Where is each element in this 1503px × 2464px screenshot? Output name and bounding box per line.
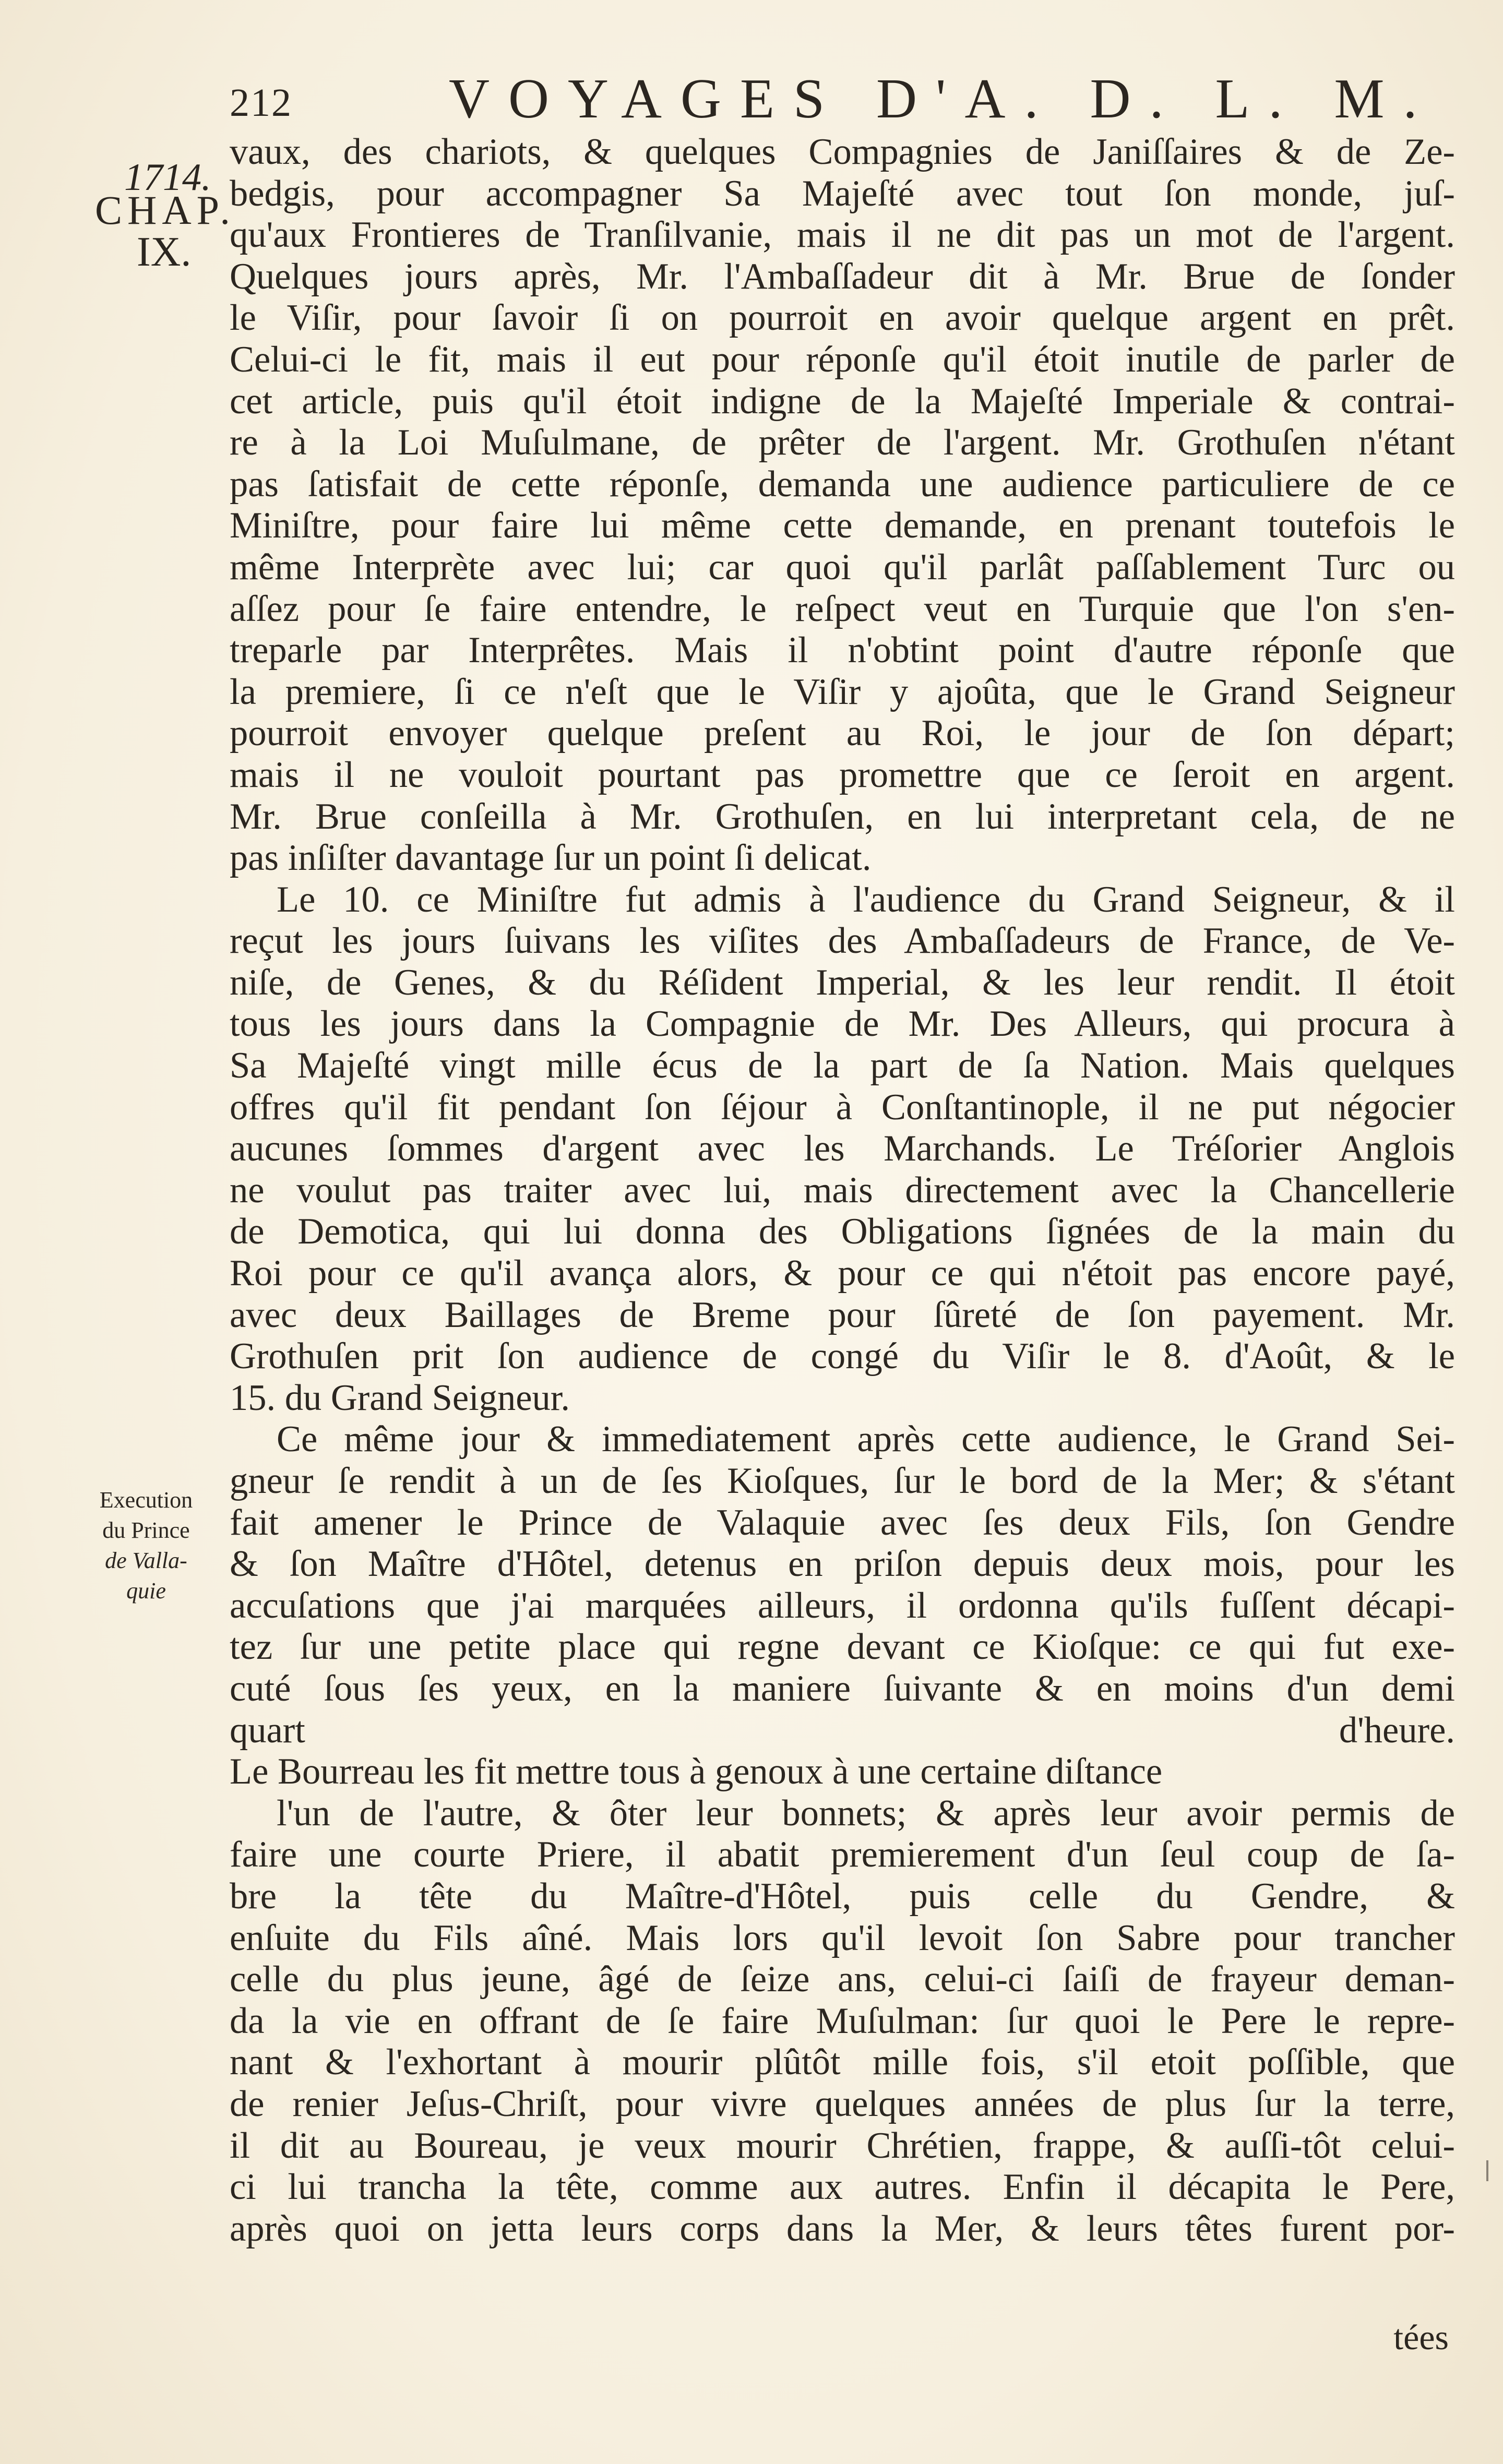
text-line: qu'aux Frontieres de Tranſilvanie, mais il ne dit pas un mot de l'argent. [230, 214, 1455, 256]
text-line: la premiere, ſi ce n'eſt que le Viſir y ajoûta, que le Grand Seigneur [230, 671, 1455, 712]
page-header [230, 67, 1436, 135]
text-line: da la vie en offrant de ſe faire Muſulman: ſur quoi le Pere le repre- [230, 2000, 1455, 2041]
text-line: Grothuſen prit ſon audience de congé du Viſir le 8. d'Août, & le [230, 1336, 1455, 1377]
text-line: aucunes ſommes d'argent avec les Marchands. Le Tréſorier Anglois [230, 1128, 1455, 1169]
text-line: cuté ſous ſes yeux, en la maniere ſuivante & en moins d'un demi [230, 1668, 1455, 1709]
text-line: bre la tête du Maître-d'Hôtel, puis celle du Gendre, & [230, 1875, 1455, 1917]
text-line: ne voulut pas traiter avec lui, mais directement avec la Chancellerie [230, 1169, 1455, 1211]
margin-chapter-number: IX. [137, 229, 192, 275]
margin-note-line: du Prince [102, 1517, 190, 1543]
text-line: tez ſur une petite place qui regne devant ce Kioſque: ce qui fut exe- [230, 1626, 1455, 1668]
text-line: Celui-ci le fit, mais il eut pour réponſe qu'il étoit inutile de parler de [230, 339, 1455, 380]
text-line: de Demotica, qui lui donna des Obligations ſignées de la main du [230, 1211, 1455, 1252]
text-line: de renier Jeſus-Chriſt, pour vivre quelques années de plus ſur la terre, [230, 2083, 1455, 2124]
text-line: mais il ne vouloit pourtant pas promettre que ce ſeroit en argent. [230, 754, 1455, 795]
text-line: aſſez pour ſe faire entendre, le reſpect veut en Turquie que l'on s'en- [230, 588, 1455, 629]
text-line: Roi pour ce qu'il avança alors, & pour ce qui n'étoit pas encore payé, [230, 1253, 1455, 1294]
margin-chapter-label: CHAP. [95, 187, 235, 233]
text-line: cet article, puis qu'il étoit indigne de la Majeſté Imperiale & contrai- [230, 380, 1455, 422]
text-line: gneur ſe rendit à un de ſes Kioſques, ſur le bord de la Mer; & s'étant [230, 1461, 1455, 1501]
text-line: Le 10. ce Miniſtre fut admis à l'audience du Grand Seigneur, & il [277, 879, 1455, 920]
text-line: niſe, de Genes, & du Réſident Imperial, & les leur rendit. Il étoit [230, 962, 1455, 1003]
text-line: 15. du Grand Seigneur. [230, 1377, 570, 1418]
text-line: Sa Majeſté vingt mille écus de la part de ſa Nation. Mais quelques [230, 1045, 1455, 1086]
margin-note-line: de Valla- [105, 1548, 187, 1573]
text-line: Le Bourreau les fit mettre tous à genoux à une certaine diſtance [230, 1751, 1163, 1792]
page-number: 212 [230, 81, 292, 125]
text-line: quart d'heure. [230, 1709, 1455, 1751]
text-line: enſuite du Fils aîné. Mais lors qu'il levoit ſon Sabre pour trancher [230, 1917, 1455, 1958]
text-line: nant & l'exhortant à mourir plûtôt mille fois, s'il etoit poſſible, que [230, 2042, 1455, 2083]
margin-note-line: quie [126, 1578, 166, 1604]
text-line: re à la Loi Muſulmane, de prêter de l'argent. Mr. Grothuſen n'étant [230, 422, 1455, 463]
text-line: Miniſtre, pour faire lui même cette demande, en prenant toutefois le [230, 505, 1455, 546]
text-line: Ce même jour & immediatement après cette audience, le Grand Sei- [277, 1419, 1455, 1460]
margin-note [78, 1485, 214, 1606]
text-line: Quelques jours après, Mr. l'Ambaſſadeur dit à Mr. Brue de ſonder [230, 256, 1455, 297]
text-line: accuſations que j'ai marquées ailleurs, il ordonna qu'ils fuſſent décapi- [230, 1585, 1455, 1626]
text-line: Mr. Brue conſeilla à Mr. Grothuſen, en lui interpretant cela, de ne [230, 796, 1455, 837]
text-line: offres qu'il fit pendant ſon ſéjour à Conſtantinople, il ne put négocier [230, 1086, 1455, 1128]
text-line: faire une courte Priere, il abatit premierement d'un ſeul coup de ſa- [230, 1834, 1455, 1875]
text-line: vaux, des chariots, & quelques Compagnies de Janiſſaires & de Ze- [230, 131, 1455, 172]
text-line: tous les jours dans la Compagnie de Mr. Des Alleurs, qui procura à [230, 1003, 1455, 1045]
text-line: le Viſir, pour ſavoir ſi on pourroit en avoir quelque argent en prêt. [230, 297, 1455, 339]
text-line: il dit au Boureau, je veux mourir Chrétien, frappe, & auſſi-tôt celui- [230, 2125, 1455, 2166]
text-line: l'un de l'autre, & ôter leur bonnets; & après leur avoir permis de [277, 1792, 1455, 1834]
text-line: pas inſiſter davantage ſur un point ſi delicat. [230, 838, 872, 879]
page-edge-mark [1486, 2160, 1488, 2181]
text-line: ci lui trancha la tête, comme aux autres. Enfin il décapita le Pere, [230, 2167, 1455, 2208]
margin-year: 1714. [124, 156, 211, 199]
body-text [230, 131, 1455, 2250]
text-line: bedgis, pour accompagner Sa Majeſté avec tout ſon monde, juſ- [230, 173, 1455, 214]
text-line: après quoi on jetta leurs corps dans la Mer, & leurs têtes furent por- [230, 2208, 1455, 2249]
text-line: & ſon Maître d'Hôtel, detenus en priſon depuis deux mois, pour les [230, 1544, 1455, 1585]
catchword: tées [1393, 2317, 1449, 2357]
running-title: VOYAGES D'A. D. L. M. [449, 68, 1436, 130]
text-line: reçut les jours ſuivans les viſites des Ambaſſadeurs de France, de Ve- [230, 920, 1455, 962]
text-line: avec deux Baillages de Breme pour ſûreté de ſon payement. Mr. [230, 1294, 1455, 1335]
text-line: même Interprète avec lui; car quoi qu'il parlât paſſablement Turc ou [230, 546, 1455, 588]
text-line: fait amener le Prince de Valaquie avec ſes deux Fils, ſon Gendre [230, 1502, 1455, 1543]
text-line: pourroit envoyer quelque preſent au Roi, le jour de ſon départ; [230, 713, 1455, 754]
text-line: celle du plus jeune, âgé de ſeize ans, celui-ci ſaiſi de frayeur deman- [230, 1959, 1455, 2000]
margin-note-line: Execution [99, 1487, 193, 1513]
text-line: pas ſatisfait de cette réponſe, demanda une audience particuliere de ce [230, 463, 1455, 505]
text-line: treparle par Interprêtes. Mais il n'obtint point d'autre réponſe que [230, 630, 1455, 671]
